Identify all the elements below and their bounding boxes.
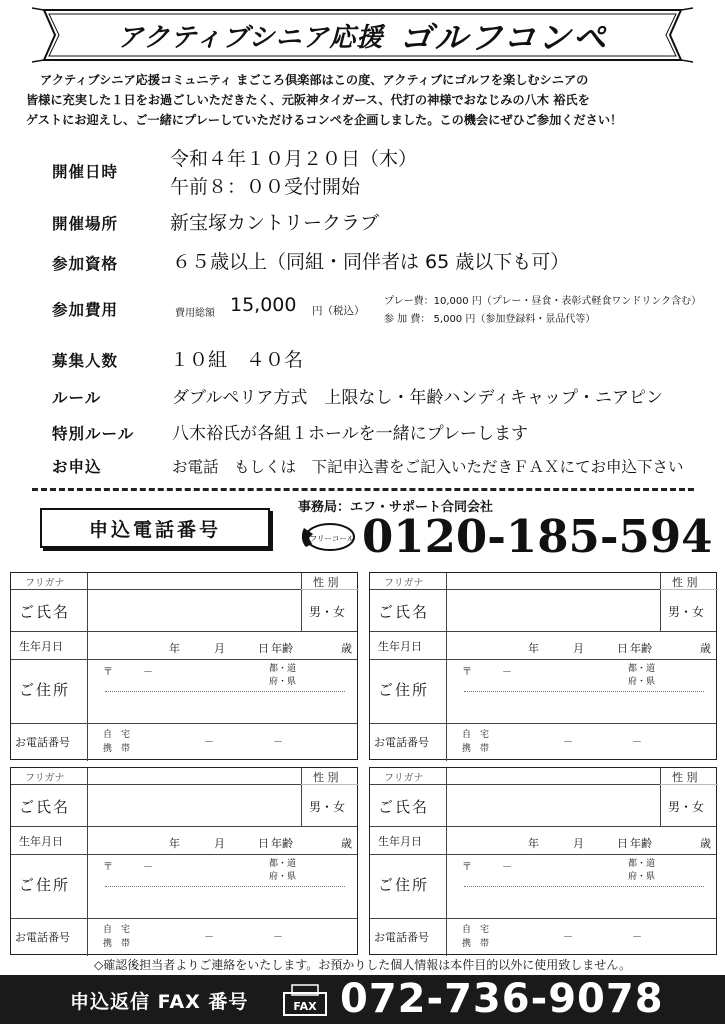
name-label: ご氏名 xyxy=(378,603,430,621)
name-label: ご氏名 xyxy=(378,798,430,816)
pref-label-2: 府・県 xyxy=(269,872,297,882)
fee-unit: 円（税込） xyxy=(312,305,365,317)
gender-label: 性 別 xyxy=(672,771,698,784)
address-input[interactable] xyxy=(89,856,357,916)
home-label: 自 宅 xyxy=(462,925,490,935)
birth-input[interactable] xyxy=(448,633,716,657)
address-input[interactable] xyxy=(89,661,357,721)
birth-input[interactable] xyxy=(448,828,716,852)
tel-dash-1: － xyxy=(563,932,573,943)
age-label: 年齢 xyxy=(271,642,293,655)
rule-value: ダブルペリア方式 上限なし・年齢ハンディキャップ・ニアピン xyxy=(172,388,663,408)
furigana-label: フリガナ xyxy=(25,578,65,589)
fee-play: プレー費：10,000 円（プレー・昼食・表彰式軽食ワンドリンク含む） xyxy=(384,296,702,307)
address-input[interactable] xyxy=(448,661,716,721)
postal-dash: － xyxy=(502,862,512,873)
name-label: ご氏名 xyxy=(19,798,71,816)
title-main: アクティブシニア応援 xyxy=(117,22,384,53)
privacy-notice: ◇確認後担当者よりご連絡をいたします。お預かりした個人情報は本件目的以外に使用致しません。 xyxy=(94,958,631,972)
phone-number: 0120-185-594 xyxy=(362,510,713,563)
name-input[interactable] xyxy=(89,786,299,824)
birth-input[interactable] xyxy=(89,828,357,852)
venue-value: 新宝塚カントリークラブ xyxy=(170,212,380,234)
postal-mark: 〒 xyxy=(462,862,472,873)
postal-dash: － xyxy=(143,667,153,678)
tel-dash-1: － xyxy=(204,932,214,943)
address-label: ご住所 xyxy=(378,681,430,699)
special-rule-value: 八木裕氏が各組１ホールを一緒にプレーします xyxy=(172,424,528,444)
fee-total: 15,000 xyxy=(230,294,297,316)
fax-bar xyxy=(0,975,725,1024)
eligibility-label: 参加資格 xyxy=(52,255,119,273)
year-label: 年 xyxy=(169,642,180,655)
title-golf: ゴルフコンペ xyxy=(399,17,608,57)
pref-label-2: 府・県 xyxy=(628,677,656,687)
tel-label: お電話番号 xyxy=(374,931,429,944)
tel-dash-2: － xyxy=(273,932,283,943)
date-value: 令和４年１０月２０日（木） xyxy=(170,148,418,170)
home-label: 自 宅 xyxy=(103,730,131,740)
tel-dash-2: － xyxy=(632,932,642,943)
year-label: 年 xyxy=(528,837,539,850)
pref-label-2: 府・県 xyxy=(628,872,656,882)
month-label: 月 xyxy=(573,837,584,850)
gender-label: 性 別 xyxy=(313,771,339,784)
furigana-label: フリガナ xyxy=(384,578,424,589)
pref-label-1: 都・道 xyxy=(628,859,656,869)
name-input[interactable] xyxy=(448,591,658,629)
pref-label-1: 都・道 xyxy=(628,664,656,674)
age-label: 年齢 xyxy=(271,837,293,850)
tel-dash-2: － xyxy=(273,737,283,748)
tel-input[interactable] xyxy=(89,725,357,759)
month-label: 月 xyxy=(573,642,584,655)
mobile-label: 携 帯 xyxy=(103,939,131,949)
tel-dash-2: － xyxy=(632,737,642,748)
postal-dash: － xyxy=(143,862,153,873)
date-label: 開催日時 xyxy=(52,163,119,181)
furigana-label: フリガナ xyxy=(384,773,424,784)
application-form-3 xyxy=(10,767,358,955)
tel-dash-1: － xyxy=(204,737,214,748)
recruit-value: １０組 ４０名 xyxy=(170,349,304,371)
tel-label: お電話番号 xyxy=(15,931,70,944)
intro-line-1: アクティブシニア応援コミュニティ まごころ倶楽部はこの度、アクティブにゴルフを楽しむシニアの xyxy=(40,73,589,87)
intro-text xyxy=(26,70,706,130)
phone-label-box xyxy=(40,508,270,548)
address-label: ご住所 xyxy=(378,876,430,894)
birth-label: 生年月日 xyxy=(19,835,63,848)
pref-label-2: 府・県 xyxy=(269,677,297,687)
gender-label: 性 別 xyxy=(313,576,339,589)
month-label: 月 xyxy=(214,642,225,655)
gender-options: 男・女 xyxy=(668,800,705,814)
day-label: 日 xyxy=(617,642,628,655)
age-unit: 歳 xyxy=(341,837,352,850)
address-label: ご住所 xyxy=(19,681,71,699)
fax-icon-text: FAX xyxy=(293,1000,317,1013)
tel-label: お電話番号 xyxy=(374,736,429,749)
birth-label: 生年月日 xyxy=(19,640,63,653)
rule-label: ルール xyxy=(52,389,102,407)
fee-label: 参加費用 xyxy=(52,301,119,319)
intro-line-3: ゲストにお迎えし、ご一緒にプレーしていただけるコンペを企画しました。この機会にぜひご参加ください！ xyxy=(26,113,623,127)
gender-options: 男・女 xyxy=(309,800,346,814)
fax-number: 072-736-9078 xyxy=(340,976,664,1022)
eligibility-value: ６５歳以上（同組・同伴者は 65 歳以下も可） xyxy=(172,251,570,273)
fax-icon xyxy=(282,983,328,1017)
postal-mark: 〒 xyxy=(103,862,113,873)
office-name: 事務局：エフ・サポート合同会社 xyxy=(298,500,494,515)
gender-options: 男・女 xyxy=(668,605,705,619)
birth-label: 生年月日 xyxy=(378,640,422,653)
title-banner xyxy=(30,6,695,64)
application-form-4 xyxy=(369,767,717,955)
pref-label-1: 都・道 xyxy=(269,859,297,869)
day-label: 日 xyxy=(258,837,269,850)
phone-label: 申込電話番号 xyxy=(88,518,221,541)
furigana-label: フリガナ xyxy=(25,773,65,784)
divider-dashed xyxy=(32,488,694,491)
fax-label: 申込返信 FAX 番号 xyxy=(70,991,249,1013)
age-label: 年齢 xyxy=(630,642,652,655)
age-unit: 歳 xyxy=(700,837,711,850)
tel-input[interactable] xyxy=(448,725,716,759)
name-label: ご氏名 xyxy=(19,603,71,621)
postal-mark: 〒 xyxy=(462,667,472,678)
application-form-2 xyxy=(369,572,717,760)
mobile-label: 携 帯 xyxy=(103,744,131,754)
age-label: 年齢 xyxy=(630,837,652,850)
free-call-icon xyxy=(300,522,356,552)
postal-mark: 〒 xyxy=(103,667,113,678)
special-rule-label: 特別ルール xyxy=(52,425,135,443)
name-input[interactable] xyxy=(448,786,658,824)
mobile-label: 携 帯 xyxy=(462,939,490,949)
birth-label: 生年月日 xyxy=(378,835,422,848)
year-label: 年 xyxy=(528,642,539,655)
tel-input[interactable] xyxy=(448,920,716,954)
venue-label: 開催場所 xyxy=(52,215,119,233)
postal-dash: － xyxy=(502,667,512,678)
application-form-1 xyxy=(10,572,358,760)
age-unit: 歳 xyxy=(341,642,352,655)
home-label: 自 宅 xyxy=(462,730,490,740)
tel-dash-1: － xyxy=(563,737,573,748)
month-label: 月 xyxy=(214,837,225,850)
mobile-label: 携 帯 xyxy=(462,744,490,754)
apply-label: お申込 xyxy=(52,458,102,476)
pref-label-1: 都・道 xyxy=(269,664,297,674)
time-value: 午前８：００受付開始 xyxy=(170,176,361,198)
day-label: 日 xyxy=(617,837,628,850)
name-input[interactable] xyxy=(89,591,299,629)
age-unit: 歳 xyxy=(700,642,711,655)
gender-options: 男・女 xyxy=(309,605,346,619)
intro-line-2: 皆様に充実した１日をお過ごしいただきたく、元阪神タイガース、代打の神様でおなじみの八木 裕氏を xyxy=(26,93,590,107)
address-label: ご住所 xyxy=(19,876,71,894)
home-label: 自 宅 xyxy=(103,925,131,935)
address-input[interactable] xyxy=(448,856,716,916)
apply-value: お電話 もしくは 下記申込書をご記入いただきＦＡＸにてお申込下さい xyxy=(172,458,684,476)
year-label: 年 xyxy=(169,837,180,850)
free-call-icon-text: フリーコール xyxy=(309,534,355,543)
tel-label: お電話番号 xyxy=(15,736,70,749)
tel-input[interactable] xyxy=(89,920,357,954)
fee-total-label: 費用総額 xyxy=(175,308,215,319)
birth-input[interactable] xyxy=(89,633,357,657)
day-label: 日 xyxy=(258,642,269,655)
fee-entry: 参 加 費： 5,000 円（参加登録料・景品代等） xyxy=(384,314,596,325)
gender-label: 性 別 xyxy=(672,576,698,589)
recruit-label: 募集人数 xyxy=(52,352,119,370)
